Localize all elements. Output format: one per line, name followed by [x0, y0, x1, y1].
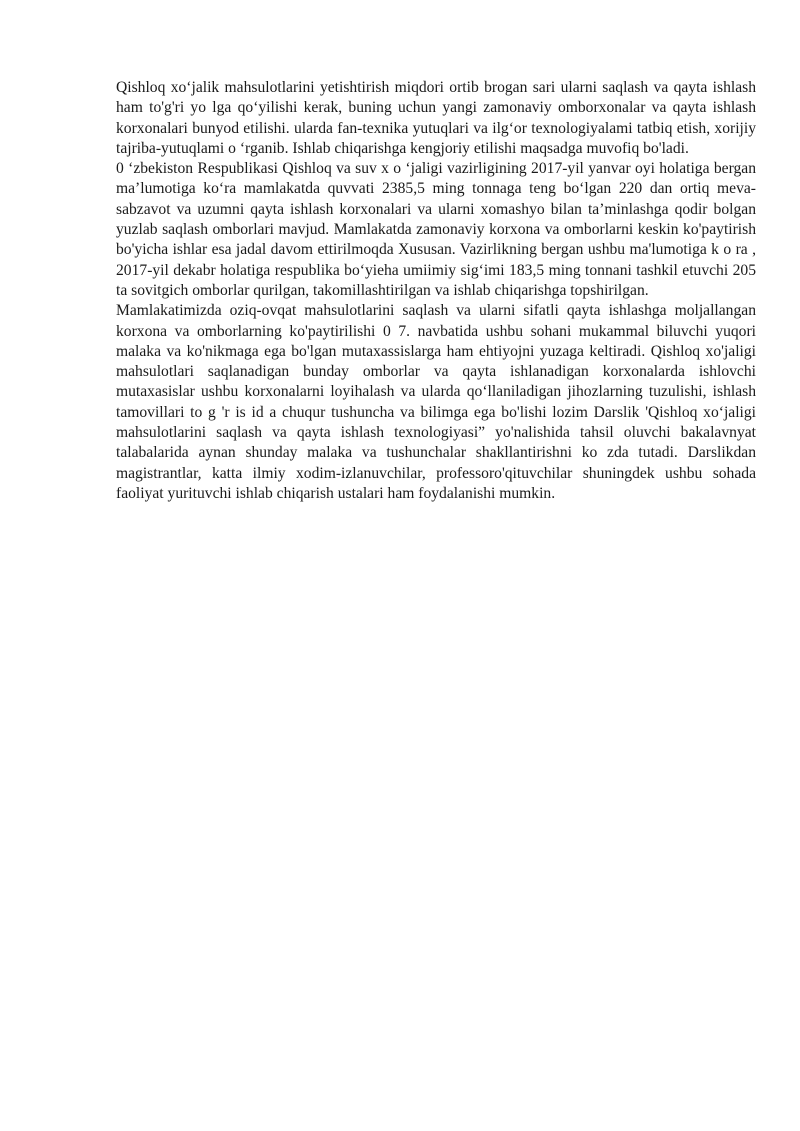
paragraph-3: Mamlakatimizda oziq-ovqat mahsulotlarini saqlash va ularni sifatli qayta ishlashga moljallangan korxona va omborlarning ko'paytirilishi 0 7. navbatida ushbu sohani mukammal biluvchi yuqori malaka va ko'nikmaga ega bo'lgan mutaxassislarga ham ehtiyojni yuzaga keltiradi. Qishloq xo'jaligi mahsulotlari saqlanadigan bunday omborlar va qayta ishlanadigan korxonalarda ishlovchi mutaxasislar ushbu korxonalarni loyihalash va ularda qoʻllaniladigan jihozlarning tuzulishi, ishlash tamovillari to g 'r is id a chuqur tushuncha va bilimga ega bo'lishi lozim Darslik 'Qishloq xoʻjaligi mahsulotlarini saqlash va qayta ishlash texnologiyasi” yo'nalishida tahsil oluvchi bakalavnyat talabalarida aynan shunday malaka va tushunchalar shakllantirishni ko zda tutadi. Darslikdan magistrantlar, katta ilmiy xodim-izlanuvchilar, professoro'qituvchilar shuningdek ushbu sohada faoliyat yurituvchi ishlab chiqarish ustalari ham foydalanishi mumkin. — [116, 302, 756, 502]
paragraph-1: Qishloq xoʻjalik mahsulotlarini yetishtirish miqdori ortib brogan sari ularni saqlash va qayta ishlash ham to'g'ri yo lga qoʻyilishi kerak, buning uchun yangi zamonaviy omborxonalar va qayta ishlash korxonalari bunyod etilishi. ularda fan-texnika yutuqlari va ilgʻor texnologiyalami tatbiq etish, xorijiy tajriba-yutuqlami o ʻrganib. Ishlab chiqarishga kengjoriy etilishi maqsadga muvofiq bo'ladi. — [116, 79, 756, 157]
body-text — [116, 78, 756, 504]
paragraph-2: 0 ʻzbekiston Respublikasi Qishloq va suv x o ʻjaligi vazirligining 2017-yil yanvar oyi holatiga bergan maʼlumotiga koʻra mamlakatda quvvati 2385,5 ming tonnaga teng boʻlgan 220 dan ortiq meva-sabzavot va uzumni qayta ishlash korxonalari va ularni xomashyo bilan taʼminlashga qodir bolgan yuzlab saqlash omborlari mavjud. Mamlakatda zamonaviy korxona va omborlarni keskin ko'paytirish bo'yicha ishlar esa jadal davom ettirilmoqda Xususan. Vazirlikning bergan ushbu ma'lumotiga k o ra , 2017-yil dekabr holatiga respublika boʻyieha umiimiy sigʻimi 183,5 ming tonnani tashkil etuvchi 205 ta sovitgich omborlar qurilgan, takomillashtirilgan va ishlab chiqarishga topshirilgan. — [116, 160, 756, 299]
